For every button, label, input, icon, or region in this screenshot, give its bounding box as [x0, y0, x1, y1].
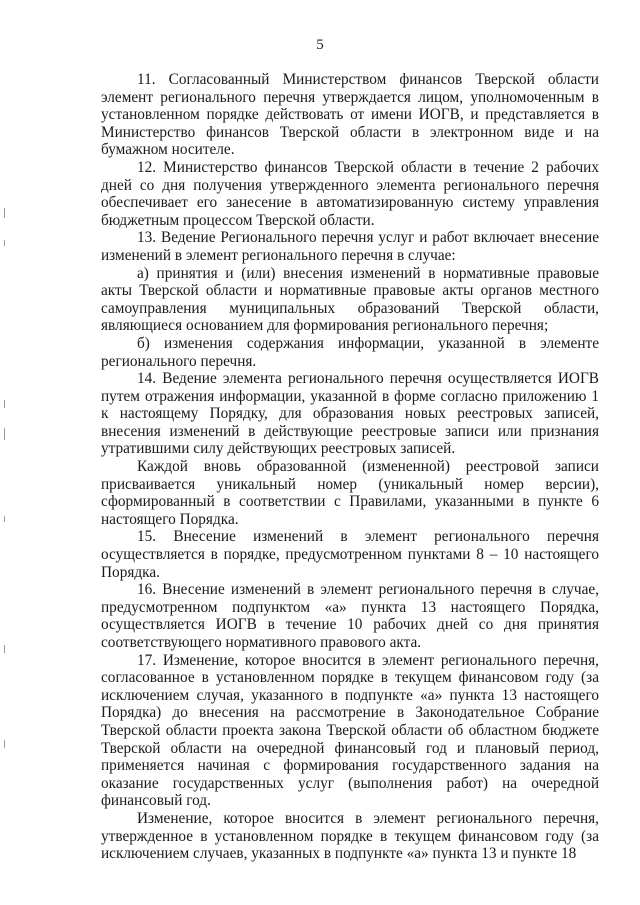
paragraph-13: 13. Ведение Регионального перечня услуг и работ включает внесение изменений в элемент регионального перечня в случае:	[101, 229, 599, 264]
margin-mark	[4, 516, 5, 522]
paragraph-14: 14. Ведение элемента регионального перечня осуществляется ИОГВ путем отражения информации, указанной в форме согласно приложению 1 к настоящему Порядку, для образования новых реестровых записей, внесения изменений в действующие реестровые записи или признания утратившими силу действующих реестровых записей.	[101, 370, 599, 458]
paragraph-14-cont: Каждой вновь образованной (измененной) реестровой записи присваивается уникальный номер (уникальный номер версии), сформированный в соответствии с Правилами, указанными в пункте 6 настоящего Порядка.	[101, 458, 599, 528]
margin-mark	[4, 428, 5, 440]
paragraph-12: 12. Министерство финансов Тверской области в течение 2 рабочих дней со дня получения утвержденного элемента регионального перечня обеспечивает его занесение в автоматизированную систему управления бюджетным процессом Тверской области.	[101, 158, 599, 229]
paragraph-17: 17. Изменение, которое вносится в элемент регионального перечня, согласованное в установленном порядке в текущем финансовом году (за исключением случая, указанного в подпункте «а» пункта 13 настоящего Порядка) до внесения на рассмотрение в Законодательное Собрание Тверской области проекта закона Тверской области об областном бюджете Тверской области на очередной финансовый год и плановый период, применяется начиная с формирования государственного задания на оказание государственных услуг (выполнения работ) на очередной финансовый год.	[101, 651, 599, 810]
paragraph-13-b: б) изменения содержания информации, указанной в элементе регионального перечня.	[101, 334, 599, 370]
margin-mark	[4, 208, 5, 218]
page-number: 5	[316, 37, 324, 53]
margin-mark	[4, 400, 5, 408]
paragraph-16: 16. Внесение изменений в элемент регионального перечня в случае, предусмотренном подпунктом «а» пункта 13 настоящего Порядка, осуществляется ИОГВ в течение 10 рабочих дней со дня принятия соответствующего нормативного правового акта.	[101, 581, 599, 651]
paragraph-17-cont: Изменение, которое вносится в элемент регионального перечня, утвержденное в установленном порядке в текущем финансовом году (за исключением случаев, указанных в подпункте «а» пункта 13 и пункте 18	[101, 809, 599, 863]
document-body	[101, 71, 599, 863]
margin-mark	[4, 240, 5, 246]
paragraph-11: 11. Согласованный Министерством финансов Тверской области элемент регионального перечня утверждается лицом, уполномоченным в установленном порядке действовать от имени ИОГВ, и представляется в Министерство финансов Тверской области в электронном виде и на бумажном носителе.	[101, 71, 599, 159]
margin-mark	[4, 740, 5, 748]
margin-mark	[4, 645, 5, 653]
paragraph-13-a: а) принятия и (или) внесения изменений в нормативные правовые акты Тверской области и нормативные правовые акты органов местного самоуправления муниципальных образований Тверской области, являющиеся основанием для формирования регионального перечня;	[101, 264, 599, 335]
paragraph-15: 15. Внесение изменений в элемент регионального перечня осуществляется в порядке, предусмотренном пунктами 8 – 10 настоящего Порядка.	[101, 528, 599, 581]
